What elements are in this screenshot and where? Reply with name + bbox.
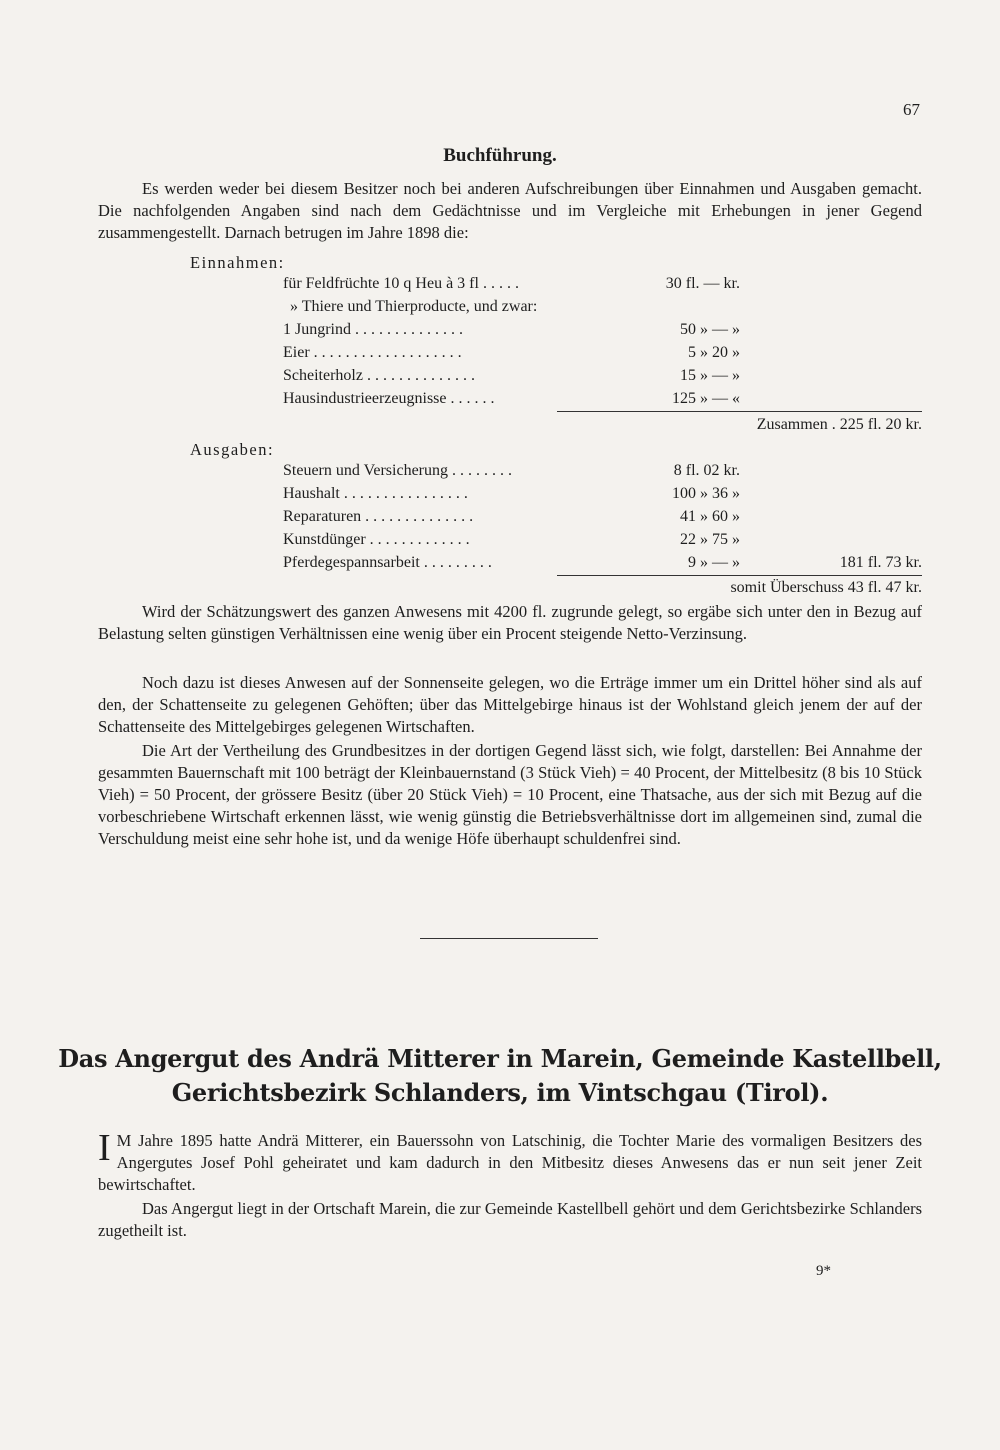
expenses-label: Ausgaben:	[190, 440, 275, 459]
drop-cap: I	[98, 1127, 111, 1169]
income-item-amount: 30 fl. — kr.	[665, 275, 740, 292]
expense-item-desc: Kunstdünger . . . . . . . . . . . . .	[283, 531, 470, 548]
income-item-amount: 5 » 20 »	[688, 344, 740, 361]
paragraph: Noch dazu ist dieses Anwesen auf der Sonnenseite gelegen, wo die Erträge immer um ein Drittel höher sind als auf den, der Schattenseite zu gelegenen Gehöften; über das Mittelgebirge hinaus ist der Wohlstand gleich jenem der auf der Schattenseite des Mittelgebirges gelegenen Wirtschaften.	[98, 673, 922, 736]
expenses-total: 181 fl. 73 kr.	[839, 554, 922, 571]
income-item-amount: 50 » — »	[680, 321, 740, 338]
expense-item-amount: 41 » 60 »	[680, 508, 740, 525]
income-item-desc: 1 Jungrind . . . . . . . . . . . . . .	[283, 321, 463, 338]
chapter-paragraph	[98, 1127, 922, 1196]
expense-item-desc: Pferdegespannsarbeit . . . . . . . . .	[283, 554, 492, 571]
income-item-amount: 125 » — «	[672, 390, 740, 407]
income-item-desc: » Thiere und Thierproducte, und zwar:	[290, 298, 538, 315]
intro-paragraph: Es werden weder bei diesem Besitzer noch bei anderen Aufschreibungen über Einnahmen und Ausgaben gemacht. Die nachfolgenden Angaben sind nach dem Gedächtnisse und im Vergleiche mit Erhebungen in jener Gegend zusammengestellt. Darnach betrugen im Jahre 1898 die:	[98, 179, 922, 242]
expenses-sum-rule	[557, 575, 922, 576]
chapter-paragraph-text: M Jahre 1895 hatte Andrä Mitterer, ein Bauerssohn von Latschinig, die Tochter Marie des vormaligen Besitzers des Angergutes Josef Pohl geheiratet und kam dadurch in den Mitbesitz dieses Anwesens das er nun seit jener Zeit bewirtschaftet.	[98, 1131, 922, 1194]
income-item-desc: Eier . . . . . . . . . . . . . . . . . . .	[283, 344, 462, 361]
expense-item-amount: 100 » 36 »	[672, 485, 740, 502]
expense-item-amount: 22 » 75 »	[680, 531, 740, 548]
income-item-desc: Hausindustrieerzeugnisse . . . . . .	[283, 390, 495, 407]
income-sum-rule	[557, 411, 922, 412]
expense-item-amount: 8 fl. 02 kr.	[673, 462, 740, 479]
income-total: Zusammen . 225 fl. 20 kr.	[756, 416, 922, 433]
chapter-title-line1: Das Angergut des Andrä Mitterer in Marein, Gemeinde Kastellbell,	[58, 1044, 942, 1073]
chapter-title-line2: Gerichtsbezirk Schlanders, im Vintschgau (Tirol).	[171, 1078, 829, 1107]
paragraph: Wird der Schätzungswert des ganzen Anwesens mit 4200 fl. zugrunde gelegt, so ergäbe sich unter den in Bezug auf Belastung selten günstigen Verhältnissen eine wenig über ein Procent steigende Netto-Verzinsung.	[98, 602, 922, 643]
income-item-amount: 15 » — »	[680, 367, 740, 384]
surplus-line: somit Überschuss 43 fl. 47 kr.	[730, 579, 922, 596]
section-title: Buchführung.	[443, 145, 557, 166]
expense-item-desc: Steuern und Versicherung . . . . . . . .	[283, 462, 512, 479]
income-label: Einnahmen:	[190, 253, 285, 272]
income-item-desc: für Feldfrüchte 10 q Heu à 3 fl . . . . .	[283, 275, 519, 292]
expense-item-amount: 9 » — »	[688, 554, 740, 571]
signature-mark: 9*	[816, 1263, 831, 1279]
expense-item-desc: Reparaturen . . . . . . . . . . . . . .	[283, 508, 474, 525]
section-divider	[420, 938, 598, 939]
chapter-paragraph: Das Angergut liegt in der Ortschaft Marein, die zur Gemeinde Kastellbell gehört und dem Gerichtsbezirke Schlanders zugetheilt ist.	[98, 1199, 922, 1240]
income-item-desc: Scheiterholz . . . . . . . . . . . . . .	[283, 367, 475, 384]
expense-item-desc: Haushalt . . . . . . . . . . . . . . . .	[283, 485, 468, 502]
page-number: 67	[903, 100, 920, 119]
paragraph: Die Art der Vertheilung des Grundbesitzes in der dortigen Gegend lässt sich, wie folgt, darstellen: Bei Annahme der gesammten Bauernschaft mit 100 beträgt der Kleinbauernstand (3 Stück Vieh) = 40 Procent, der Mittelbesitz (8 bis 10 Stück Vieh) = 50 Procent, der grössere Besitz (über 20 Stück Vieh) = 10 Procent, eine Thatsache, aus der sich mit Bezug auf die vorbeschriebene Wirtschaft erkennen lässt, wie wenig günstig die Betriebsverhältnisse dort im allgemeinen sind, zumal die Verschuldung meist eine sehr hohe ist, und da wenige Höfe überhaupt schuldenfrei sind.	[98, 741, 922, 848]
